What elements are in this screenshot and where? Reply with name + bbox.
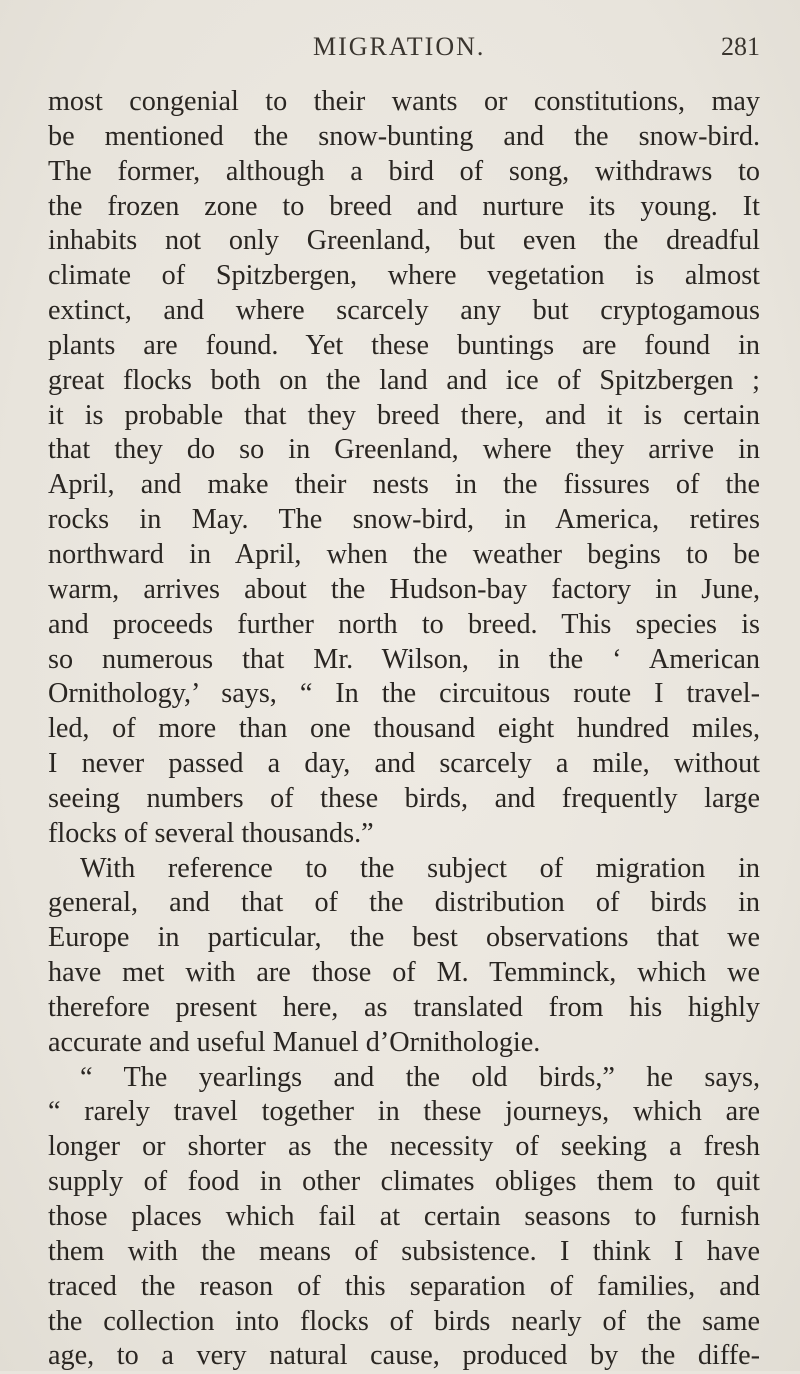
text-line: warm, arrives about the Hudson-bay factory in June,	[48, 573, 760, 605]
running-title: MIGRATION.	[313, 32, 486, 61]
text-line: that they do so in Greenland, where they arrive in	[48, 434, 760, 466]
body-text	[48, 85, 760, 1374]
paragraph-end-line: flocks of several thousands.”	[48, 817, 374, 849]
text-line: northward in April, when the weather begins to be	[48, 538, 760, 570]
text-line: and proceeds further north to breed. This species is	[48, 608, 760, 640]
text-line: traced the reason of this separation of families, and	[48, 1270, 760, 1302]
text-line: have met with are those of M. Temminck, which we	[48, 957, 760, 989]
text-line: led, of more than one thousand eight hundred miles,	[48, 713, 760, 745]
text-line: them with the means of subsistence. I think I have	[48, 1235, 760, 1267]
text-line: climate of Spitzbergen, where vegetation is almost	[48, 260, 760, 292]
text-line: longer or shorter as the necessity of seeking a fresh	[48, 1131, 760, 1163]
text-line: great flocks both on the land and ice of Spitzbergen ;	[48, 364, 760, 396]
text-line: supply of food in other climates obliges them to quit	[48, 1166, 760, 1198]
paragraph-start-line: With reference to the subject of migration in	[80, 852, 760, 884]
text-line: Ornithology,’ says, “ In the circuitous route I travel-	[48, 678, 760, 710]
text-line: therefore present here, as translated from his highly	[48, 991, 760, 1023]
text-line: extinct, and where scarcely any but cryptogamous	[48, 295, 760, 327]
text-line: The former, although a bird of song, withdraws to	[48, 155, 760, 187]
text-line: those places which fail at certain seasons to furnish	[48, 1201, 760, 1232]
text-line: Europe in particular, the best observations that we	[48, 922, 760, 954]
text-line: seeing numbers of these birds, and frequently large	[48, 782, 760, 814]
text-line: plants are found. Yet these buntings are found in	[48, 329, 760, 361]
text-line: rocks in May. The snow-bird, in America, retires	[48, 504, 760, 536]
text-line: April, and make their nests in the fissures of the	[48, 469, 760, 501]
page-number: 281	[721, 32, 760, 61]
text-line: general, and that of the distribution of birds in	[48, 887, 760, 919]
text-line: most congenial to their wants or constitutions, may	[48, 86, 760, 117]
text-line: so numerous that Mr. Wilson, in the ‘ American	[48, 643, 760, 675]
text-line: inhabits not only Greenland, but even the dreadful	[48, 225, 760, 257]
text-line: age, to a very natural cause, produced by the diffe-	[48, 1340, 760, 1372]
running-head	[48, 32, 760, 72]
text-line: it is probable that they breed there, and it is certain	[48, 399, 760, 431]
text-line: the collection into flocks of birds nearly of the same	[48, 1305, 760, 1337]
text-line: “ rarely travel together in these journeys, which are	[48, 1096, 760, 1128]
paragraph-end-line: accurate and useful Manuel d’Ornithologie.	[48, 1026, 541, 1058]
text-line: the frozen zone to breed and nurture its young. It	[48, 190, 760, 222]
text-line: be mentioned the snow-bunting and the snow-bird.	[48, 120, 760, 152]
text-line: I never passed a day, and scarcely a mile, without	[48, 748, 760, 780]
paragraph-start-line: “ The yearlings and the old birds,” he says,	[80, 1061, 760, 1093]
